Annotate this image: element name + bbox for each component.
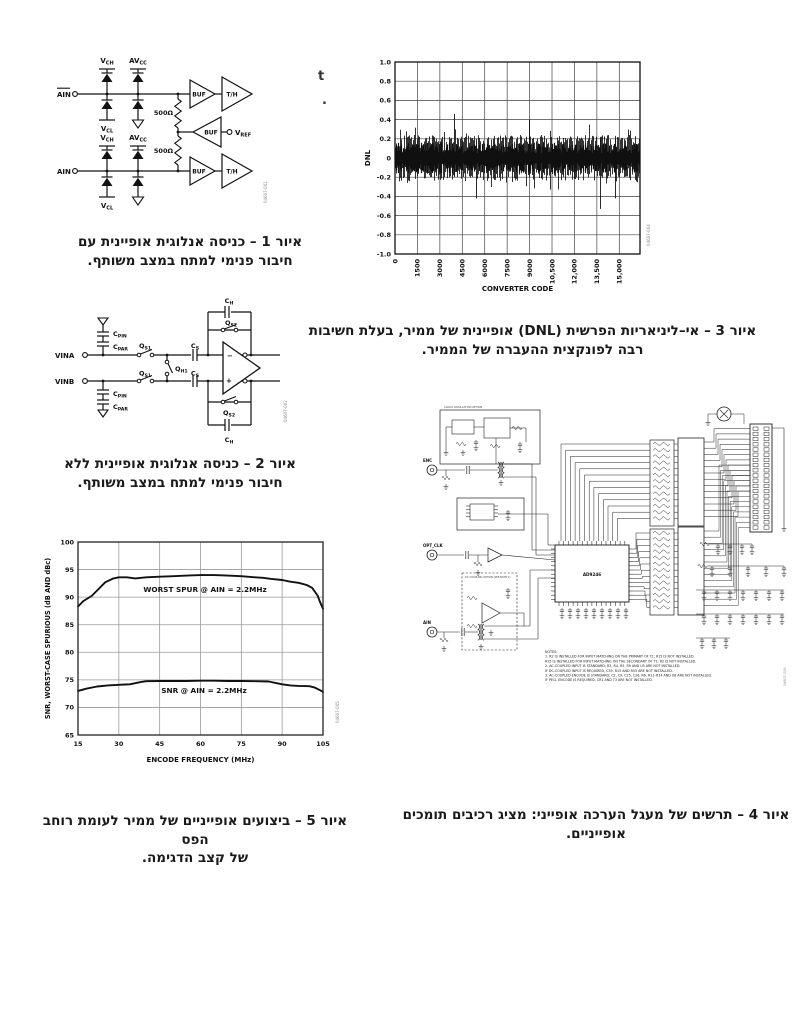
svg-text:10,500: 10,500 xyxy=(548,259,557,285)
svg-text:-0.6: -0.6 xyxy=(376,211,391,220)
svg-text:VINA: VINA xyxy=(55,352,75,360)
svg-text:90: 90 xyxy=(277,740,287,748)
svg-text:VCH: $V_{CH}$ xyxy=(100,57,114,67)
svg-text:BUF: BUF xyxy=(204,129,218,137)
figure4-caption xyxy=(400,806,792,843)
svg-text:1.0: 1.0 xyxy=(379,58,391,67)
figure2-caption xyxy=(40,455,320,492)
svg-text:0.2: 0.2 xyxy=(379,135,391,144)
svg-text:AIN: AIN xyxy=(423,620,431,625)
svg-text:VINB: VINB xyxy=(55,378,75,386)
svg-text:T/H: T/H xyxy=(226,168,238,176)
svg-text:NOTES:: NOTES: xyxy=(545,650,558,654)
svg-text:105: 105 xyxy=(316,740,330,748)
svg-text:04607-004: 04607-004 xyxy=(646,224,651,246)
svg-text:04607-006: 04607-006 xyxy=(783,667,787,686)
figure5-caption-line2: של קצב הדגימה. xyxy=(141,850,249,867)
svg-text:AIN: AIN xyxy=(57,168,71,176)
svg-text:3000: 3000 xyxy=(436,259,445,278)
svg-text:SNR @ AIN = 2.2MHz: SNR @ AIN = 2.2MHz xyxy=(161,686,247,695)
svg-text:CH: $C_H$ xyxy=(224,297,234,307)
svg-text:WORST SPUR @ AIN = 2.2MHz: WORST SPUR @ AIN = 2.2MHz xyxy=(143,585,267,594)
figure1-analog-input-circuit xyxy=(55,45,320,235)
svg-text:QS1: $Q_{S1}$ xyxy=(138,342,152,352)
svg-text:AVCC: $AV_{CC}$ xyxy=(129,134,147,144)
svg-text:BUF: BUF xyxy=(192,168,206,176)
svg-text:80: 80 xyxy=(64,648,74,657)
svg-text:0: 0 xyxy=(391,259,400,264)
svg-text:BUF: BUF xyxy=(192,91,206,99)
figure2-caption-line1: איור 2 – כניסה אנלוגית אופיינית ללא xyxy=(64,456,296,472)
svg-text:0: 0 xyxy=(386,154,391,163)
svg-text:75: 75 xyxy=(236,740,246,748)
svg-text:90: 90 xyxy=(64,593,74,602)
svg-text:CONVERTER CODE: CONVERTER CODE xyxy=(481,285,554,293)
figure4-evaluation-board-schematic xyxy=(412,398,792,700)
svg-text:VCL: $V_{CL}$ xyxy=(100,125,114,135)
svg-text:VREF: $V_{REF}$ xyxy=(235,129,252,139)
svg-text:CLOCK OSCILLATOR OPTION: CLOCK OSCILLATOR OPTION xyxy=(444,405,482,409)
svg-text:0.8: 0.8 xyxy=(379,77,391,86)
svg-text:04607-001: 04607-001 xyxy=(263,181,268,203)
svg-text:QS2: $Q_{S2}$ xyxy=(224,319,238,329)
svg-text:-1.0: -1.0 xyxy=(376,250,391,259)
svg-text:6000: 6000 xyxy=(481,259,490,278)
stray-text-dot: . xyxy=(322,93,327,108)
svg-text:500Ω: 500Ω xyxy=(153,147,173,155)
svg-text:AD9246: AD9246 xyxy=(582,572,602,577)
svg-text:0.4: 0.4 xyxy=(379,115,391,124)
svg-text:15: 15 xyxy=(73,740,83,748)
svg-text:CPAR: $C_{PAR}$ xyxy=(113,403,128,413)
svg-text:IF DC-COUPLED INPUT IS REQUIRE: IF DC-COUPLED INPUT IS REQUIRED, C39, R15 AND R55 ARE NOT INSTALLED. xyxy=(545,668,673,673)
svg-text:04607-005: 04607-005 xyxy=(335,701,340,723)
svg-text:-0.8: -0.8 xyxy=(376,231,391,240)
svg-text:VCH: $V_{CH}$ xyxy=(100,134,114,144)
figure4-caption-line1: איור 4 – תרשים של מעגל הערכה אופייני: מציג רכיבים תומכים xyxy=(402,807,790,823)
svg-text:4500: 4500 xyxy=(458,259,467,278)
svg-text:100: 100 xyxy=(60,538,74,547)
svg-text:-0.4: -0.4 xyxy=(376,192,391,201)
svg-text:QH1: $Q_{H1}$ xyxy=(175,365,188,375)
svg-text:+: + xyxy=(226,377,232,385)
svg-text:−: − xyxy=(227,352,233,360)
svg-text:QS1: $Q_{S1}$ xyxy=(138,369,152,380)
svg-text:3. AC-COUPLED ENCODE IS STANDA: 3. AC-COUPLED ENCODE IS STANDARD; C2, C9, C25, C26, R6, R11–R14 AND U8 ARE NOT INSTALLED. xyxy=(545,673,713,678)
svg-text:QS2: $Q_{S2}$ xyxy=(222,409,236,419)
svg-text:ENC: ENC xyxy=(423,458,433,463)
svg-text:R15 IS INSTALLED FOR INPUT MAT: R15 IS INSTALLED FOR INPUT MATCHING ON THE SECONDARY OF T1; R2 IS NOT INSTALLED. xyxy=(545,659,697,664)
svg-text:70: 70 xyxy=(64,703,74,712)
svg-text:65: 65 xyxy=(64,731,74,740)
figure1-caption-line2: חיבור פנימי למתח במצב משותף. xyxy=(87,252,293,269)
svg-text:75: 75 xyxy=(64,676,74,685)
svg-text:CPIN: $C_{PIN}$ xyxy=(113,330,127,340)
svg-text:CS: $C_S$ xyxy=(190,342,200,352)
svg-text:1. R2 IS INSTALLED FOR INPUT M: 1. R2 IS INSTALLED FOR INPUT MATCHING ON THE PRIMARY OF T1; R15 IS NOT INSTALLED. xyxy=(545,654,695,659)
svg-text:2. AC-COUPLED INPUT IS STANDAR: 2. AC-COUPLED INPUT IS STANDARD; R3, R4, R5, R9 AND U5 ARE NOT INSTALLED. xyxy=(545,664,681,669)
svg-text:SNR, WORST-CASE SPURIOUS (dB A: SNR, WORST-CASE SPURIOUS (dB AND dBc) xyxy=(44,557,52,720)
svg-text:0.6: 0.6 xyxy=(379,96,391,105)
svg-text:85: 85 xyxy=(64,621,74,630)
svg-text:CPIN: $C_{PIN}$ xyxy=(113,390,127,400)
svg-text:AVCC: $AV_{CC}$ xyxy=(129,57,147,67)
svg-text:CPAR: $C_{PAR}$ xyxy=(113,343,128,353)
svg-text:VCL: $V_{CL}$ xyxy=(100,202,114,212)
figure5-caption-line1: איור 5 – ביצועים אופייניים של ממיר לעומת רוחב הפס xyxy=(42,813,348,848)
svg-text:DNL: DNL xyxy=(364,149,372,167)
svg-text:04607-002: 04607-002 xyxy=(283,400,288,422)
figure3-dnl-chart xyxy=(360,48,780,300)
svg-text:500Ω: 500Ω xyxy=(153,109,173,117)
svg-text:IF PECL ENCODE IS REQUIRED, CR: IF PECL ENCODE IS REQUIRED, CR1 AND T3 ARE NOT INSTALLED. xyxy=(545,678,653,683)
figure1-caption xyxy=(40,233,340,270)
figure2-analog-input-circuit xyxy=(55,292,295,452)
svg-text:95: 95 xyxy=(64,565,74,574)
figure3-caption-line2: רבה לפונקצית ההעברה של הממיר. xyxy=(421,341,644,358)
figure5-caption xyxy=(30,812,360,868)
svg-text:9000: 9000 xyxy=(525,259,534,278)
figure1-caption-line1: איור 1 – כניסה אנלוגית אופיינית עם xyxy=(77,234,303,250)
svg-text:OPT_CLK: OPT_CLK xyxy=(423,543,443,548)
stray-text-t: t xyxy=(318,69,325,84)
figure4-caption-line2: אופייניים. xyxy=(566,825,626,842)
svg-text:15,000: 15,000 xyxy=(615,259,624,285)
svg-text:DC COUPLING OPTION (SEE NOTE 2: DC COUPLING OPTION (SEE NOTE 2) xyxy=(465,576,511,579)
svg-text:60: 60 xyxy=(195,740,206,748)
svg-text:12,000: 12,000 xyxy=(570,259,579,285)
svg-text:CH: $C_H$ xyxy=(224,436,234,446)
svg-text:13,500: 13,500 xyxy=(593,259,602,285)
svg-text:30: 30 xyxy=(114,740,124,748)
svg-text:ENCODE FREQUENCY (MHz): ENCODE FREQUENCY (MHz) xyxy=(146,756,255,764)
figure2-caption-line2: חיבור פנימי למתח במצב משותף. xyxy=(77,474,283,491)
svg-text:1500: 1500 xyxy=(413,259,422,278)
svg-text:45: 45 xyxy=(155,740,165,748)
svg-text:AIN: AIN xyxy=(57,91,71,99)
svg-text:7500: 7500 xyxy=(503,259,512,278)
figure5-snr-spurious-chart xyxy=(38,530,353,772)
svg-text:T/H: T/H xyxy=(226,91,238,99)
svg-text:CS: $C_S$ xyxy=(190,369,200,380)
figure3-caption-line1: איור 3 – אי–ליניאריות הפרשית (DNL) אופיינית של ממיר, בעלת חשיבות xyxy=(308,323,757,339)
figure3-caption xyxy=(290,322,775,359)
svg-text:-0.2: -0.2 xyxy=(376,173,391,182)
